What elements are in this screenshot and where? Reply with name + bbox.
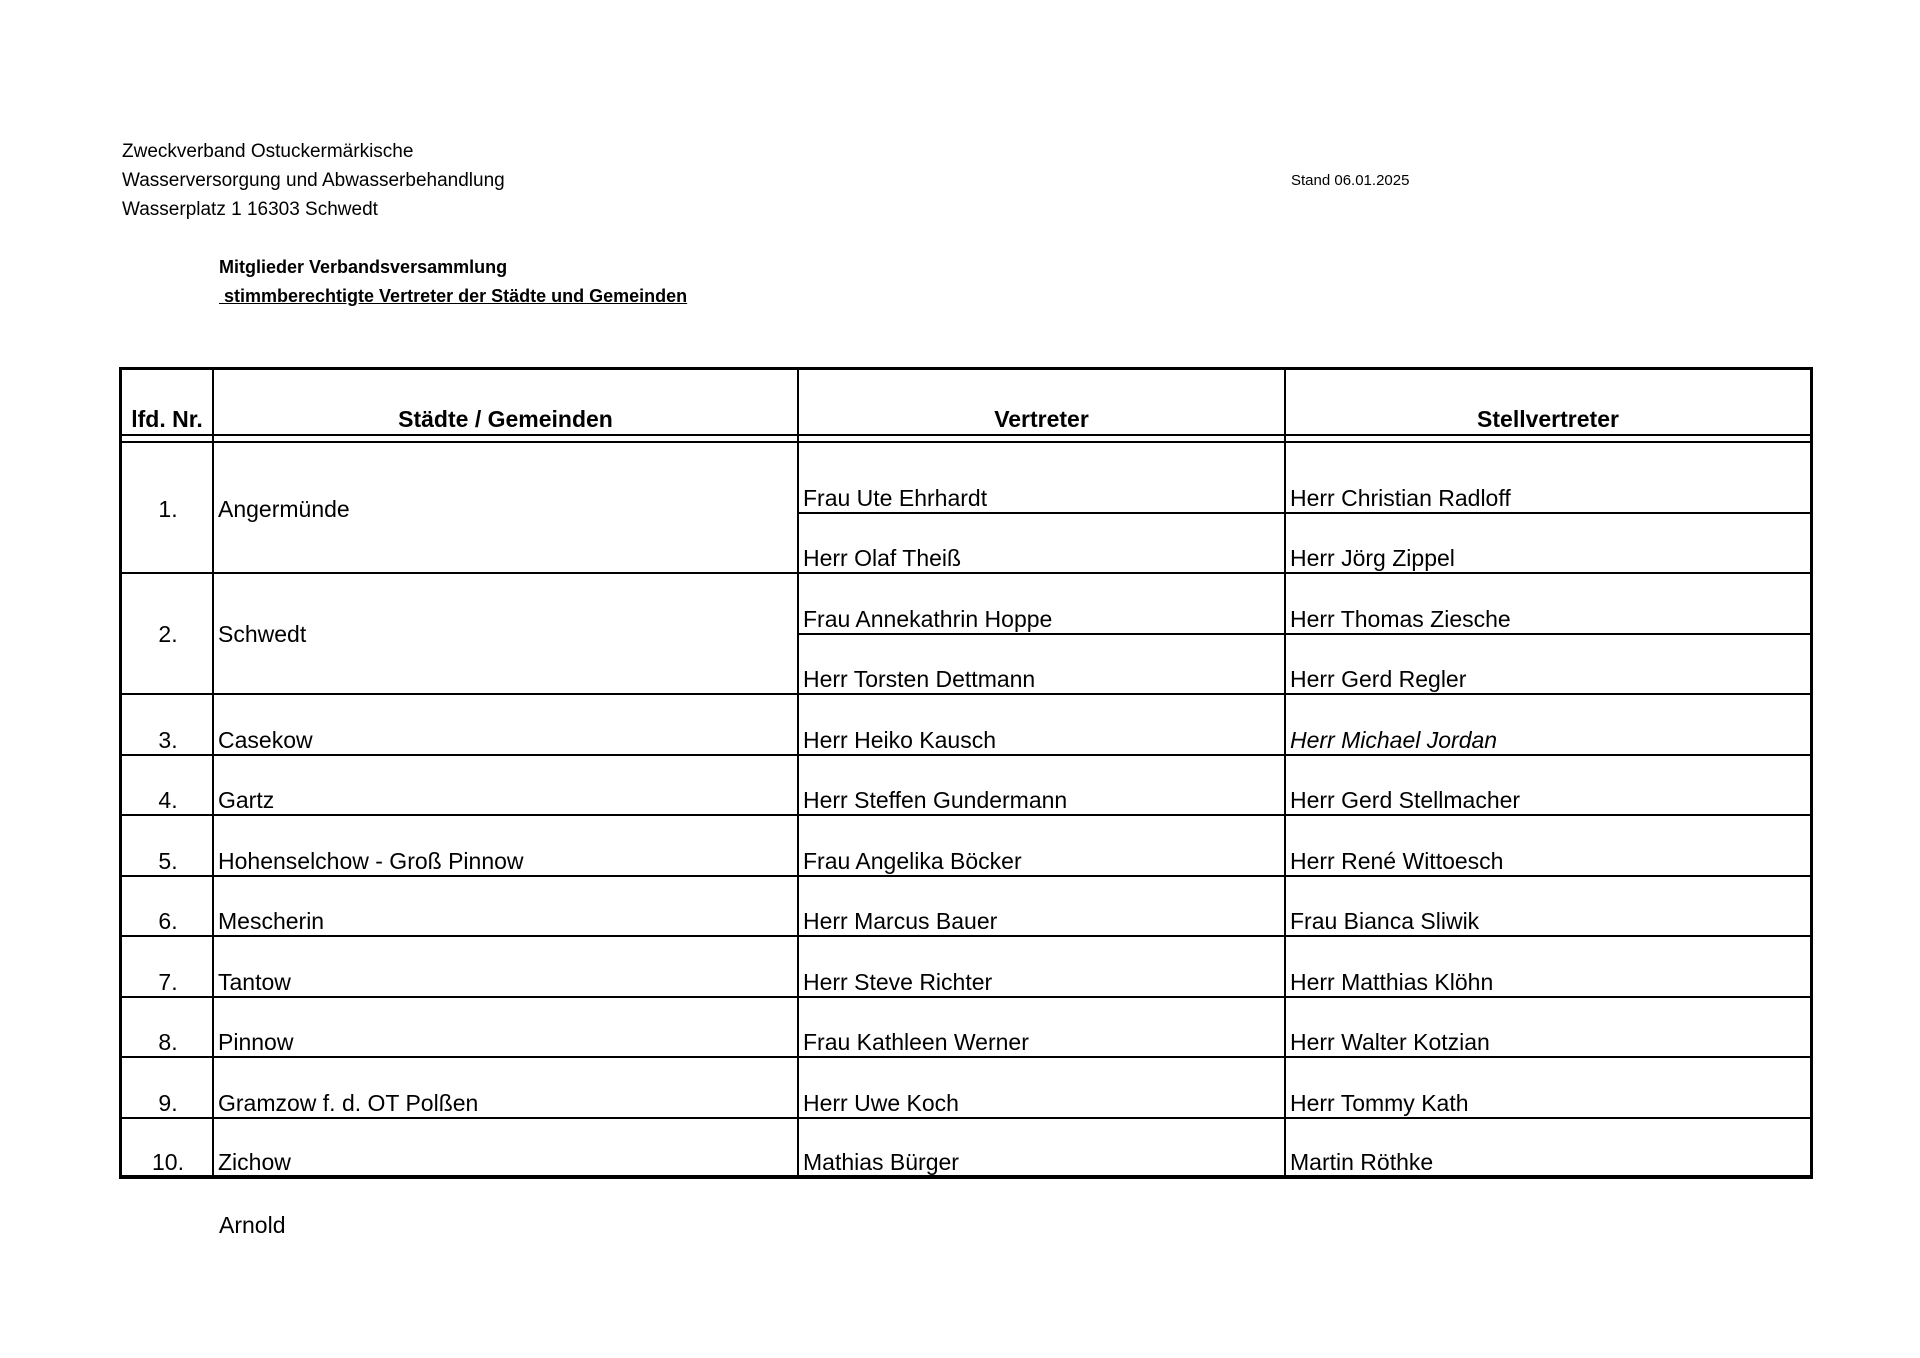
vertreter-cell: Frau Angelika Böcker (803, 848, 1022, 874)
row-rule (119, 814, 1813, 816)
row-rule (119, 693, 1813, 695)
stellvertreter-cell: Herr René Wittoesch (1290, 848, 1504, 874)
vertreter-cell: Frau Kathleen Werner (803, 1029, 1029, 1055)
stellvertreter-cell: Herr Thomas Ziesche (1290, 606, 1511, 632)
vertreter-cell: Herr Uwe Koch (803, 1090, 959, 1116)
stellvertreter-cell: Herr Matthias Klöhn (1290, 969, 1494, 995)
row-number: 9. (158, 1090, 178, 1116)
stand-date: Stand 06.01.2025 (1291, 172, 1410, 189)
row-number: 1. (158, 496, 178, 522)
vertreter-cell: Frau Ute Ehrhardt (803, 485, 988, 511)
row-number: 6. (158, 908, 178, 934)
stellvertreter-cell: Frau Bianca Sliwik (1290, 908, 1480, 934)
sub-row-rule (797, 512, 1813, 514)
footer-name: Arnold (219, 1212, 286, 1238)
row-rule (119, 1117, 1813, 1119)
document-title: Mitglieder Verbandsversammlung (219, 257, 508, 277)
stellvertreter-cell: Herr Tommy Kath (1290, 1090, 1469, 1116)
org-address: Wasserplatz 1 16303 Schwedt (122, 199, 378, 220)
gemeinde-cell: Mescherin (218, 908, 325, 934)
row-number: 10. (152, 1149, 184, 1175)
document-subtitle: stimmberechtigte Vertreter der Städte und Gemeinden (219, 286, 688, 306)
org-name-line2: Wasserversorgung und Abwasserbehandlung (122, 170, 505, 191)
col-header-vertreter: Vertreter (994, 406, 1089, 432)
vertreter-cell: Herr Heiko Kausch (803, 727, 997, 753)
row-number: 4. (158, 787, 178, 813)
gemeinde-cell: Hohenselchow - Groß Pinnow (218, 848, 524, 874)
header-rule (119, 441, 1813, 443)
row-number: 8. (158, 1029, 178, 1055)
gemeinde-cell: Pinnow (218, 1029, 294, 1055)
stellvertreter-cell: Herr Jörg Zippel (1290, 545, 1455, 571)
vertreter-cell: Herr Steffen Gundermann (803, 787, 1068, 813)
gemeinde-cell: Schwedt (218, 621, 307, 647)
stellvertreter-cell: Herr Gerd Regler (1290, 666, 1467, 692)
gemeinde-cell: Gartz (218, 787, 275, 813)
row-number: 2. (158, 621, 178, 647)
row-rule (119, 996, 1813, 998)
row-rule (119, 572, 1813, 574)
stellvertreter-cell: Herr Gerd Stellmacher (1290, 787, 1521, 813)
gemeinde-cell: Gramzow f. d. OT Polßen (218, 1090, 479, 1116)
sub-row-rule (797, 633, 1813, 635)
row-rule (119, 875, 1813, 877)
row-rule (119, 935, 1813, 937)
gemeinde-cell: Angermünde (218, 496, 350, 522)
col-header-stellvertreter: Stellvertreter (1477, 406, 1619, 432)
row-rule (119, 754, 1813, 756)
row-number: 7. (158, 969, 178, 995)
vertreter-cell: Herr Marcus Bauer (803, 908, 998, 934)
col-header-gemeinde: Städte / Gemeinden (398, 406, 613, 432)
vertreter-cell: Mathias Bürger (803, 1149, 959, 1175)
vertreter-cell: Herr Steve Richter (803, 969, 993, 995)
gemeinde-cell: Zichow (218, 1149, 291, 1175)
vertreter-cell: Herr Olaf Theiß (803, 545, 962, 571)
stellvertreter-cell: Herr Walter Kotzian (1290, 1029, 1490, 1055)
vertreter-cell: Frau Annekathrin Hoppe (803, 606, 1053, 632)
stellvertreter-cell: Herr Christian Radloff (1290, 485, 1511, 511)
header-rule (119, 434, 1813, 436)
stellvertreter-cell: Martin Röthke (1290, 1149, 1434, 1175)
row-number: 3. (158, 727, 178, 753)
stellvertreter-cell: Herr Michael Jordan (1290, 727, 1498, 753)
col-header-nr: lfd. Nr. (131, 406, 203, 432)
org-name-line1: Zweckverband Ostuckermärkische (122, 141, 414, 162)
row-number: 5. (158, 848, 178, 874)
row-rule (119, 1056, 1813, 1058)
gemeinde-cell: Casekow (218, 727, 313, 753)
vertreter-cell: Herr Torsten Dettmann (803, 666, 1036, 692)
gemeinde-cell: Tantow (218, 969, 291, 995)
